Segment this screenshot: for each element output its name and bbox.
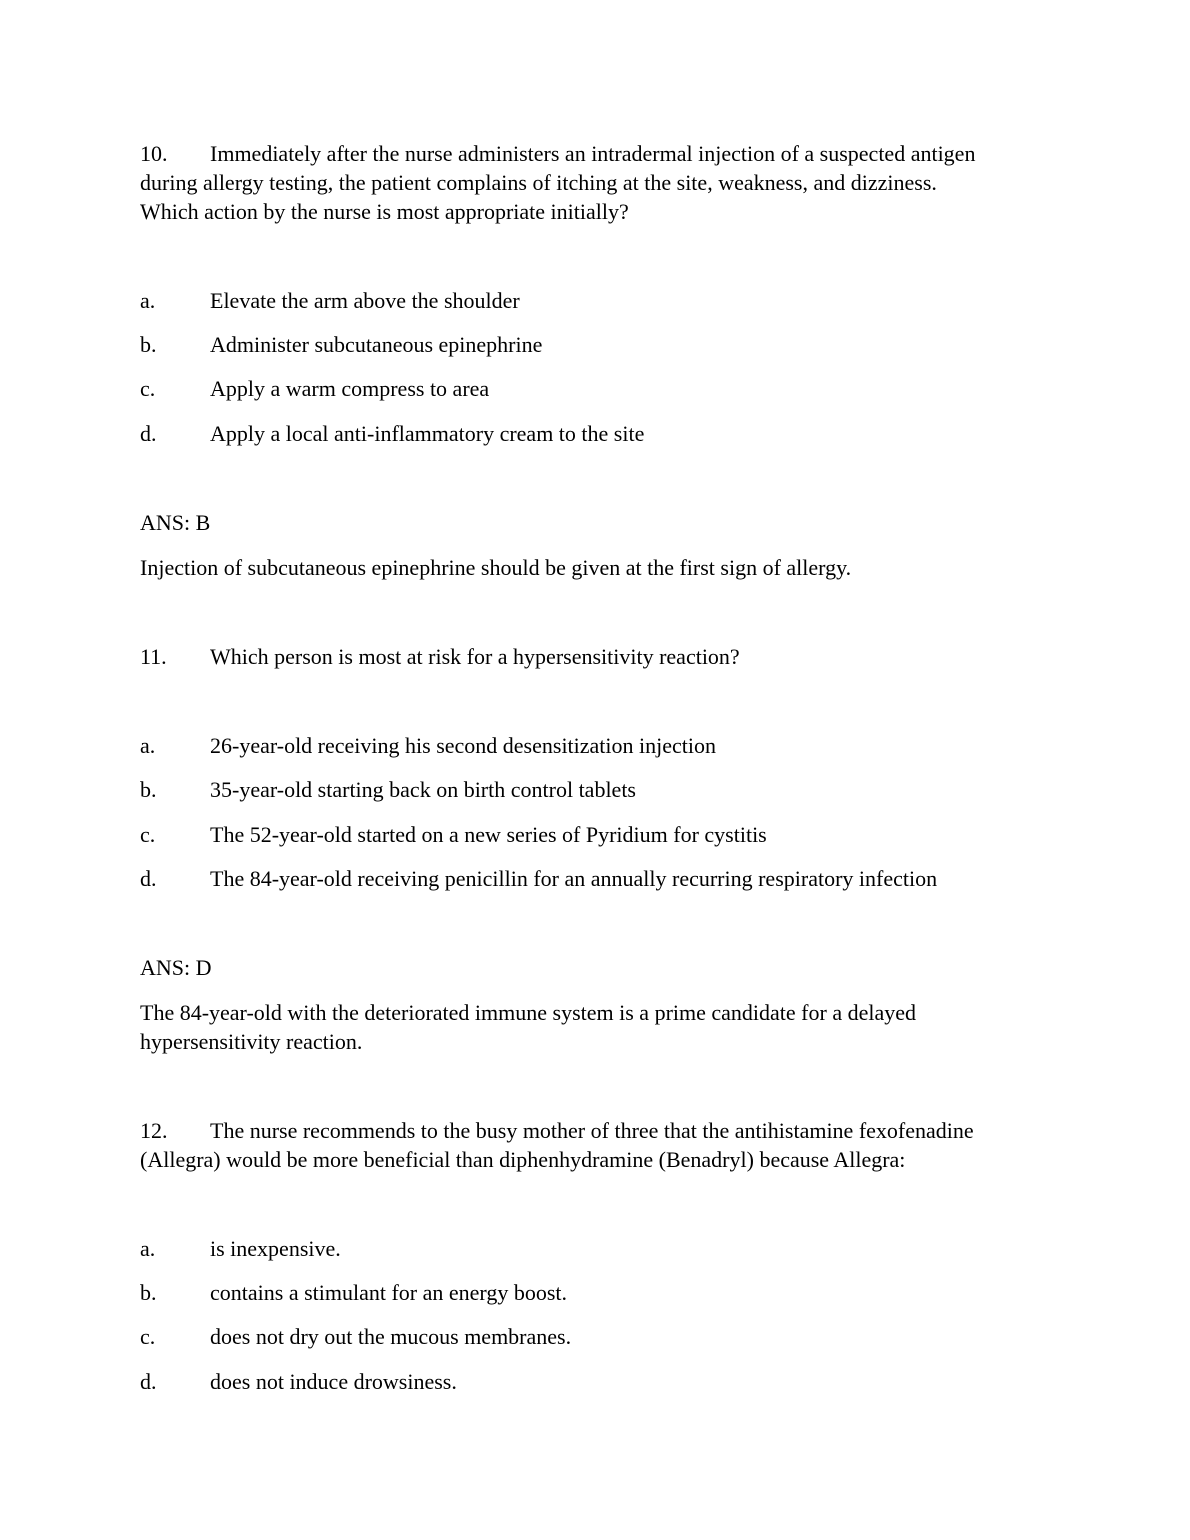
- option-letter: d.: [140, 421, 157, 446]
- question-11-stem-line-1: [140, 642, 740, 671]
- option-letter: b.: [140, 1280, 157, 1305]
- question-10-stem-line-2: during allergy testing, the patient complains of itching at the site, weakness, and dizziness.: [140, 170, 937, 195]
- question-10-option-a: [140, 286, 520, 315]
- question-10-rationale: Injection of subcutaneous epinephrine should be given at the first sign of allergy.: [140, 555, 852, 580]
- option-letter: d.: [140, 866, 157, 891]
- question-11-option-d: [140, 864, 937, 893]
- question-12-stem-line-1: [140, 1116, 974, 1145]
- question-stem-text: Which person is most at risk for a hypersensitivity reaction?: [210, 644, 740, 669]
- question-12-option-a: [140, 1234, 341, 1263]
- option-letter: c.: [140, 822, 156, 847]
- question-11-rationale-line-1: The 84-year-old with the deteriorated immune system is a prime candidate for a delayed: [140, 1000, 916, 1025]
- option-text: contains a stimulant for an energy boost.: [210, 1280, 568, 1305]
- option-text: The 52-year-old started on a new series of Pyridium for cystitis: [210, 822, 767, 847]
- option-text: Apply a warm compress to area: [210, 376, 490, 401]
- option-letter: d.: [140, 1369, 157, 1394]
- option-text: The 84-year-old receiving penicillin for an annually recurring respiratory infection: [210, 866, 938, 891]
- option-text: Administer subcutaneous epinephrine: [210, 332, 543, 357]
- question-10-option-c: [140, 374, 489, 403]
- question-number: 12.: [140, 1118, 168, 1143]
- question-12-option-b: [140, 1278, 567, 1307]
- question-10-option-b: [140, 330, 542, 359]
- question-11-option-a: [140, 731, 716, 760]
- question-10-answer: ANS: B: [140, 510, 211, 535]
- question-10-option-d: [140, 419, 644, 448]
- question-number: 11.: [140, 644, 167, 669]
- question-11-answer: ANS: D: [140, 955, 212, 980]
- option-text: Apply a local anti-inflammatory cream to the site: [210, 421, 645, 446]
- question-10-stem-line-1: [140, 139, 975, 168]
- option-text: does not dry out the mucous membranes.: [210, 1324, 572, 1349]
- question-number: 10.: [140, 141, 168, 166]
- option-letter: a.: [140, 288, 156, 313]
- option-text: 35-year-old starting back on birth control tablets: [210, 777, 636, 802]
- question-11-option-b: [140, 775, 636, 804]
- question-stem-text: Immediately after the nurse administers an intradermal injection of a suspected antigen: [210, 141, 976, 166]
- option-letter: b.: [140, 777, 157, 802]
- option-letter: c.: [140, 1324, 156, 1349]
- question-10-stem-line-3: Which action by the nurse is most appropriate initially?: [140, 199, 629, 224]
- question-11-option-c: [140, 820, 767, 849]
- question-12-option-d: [140, 1367, 457, 1396]
- question-stem-text: The nurse recommends to the busy mother of three that the antihistamine fexofenadine: [210, 1118, 974, 1143]
- option-letter: c.: [140, 376, 156, 401]
- option-letter: b.: [140, 332, 157, 357]
- option-text: does not induce drowsiness.: [210, 1369, 457, 1394]
- option-text: Elevate the arm above the shoulder: [210, 288, 520, 313]
- question-12-option-c: [140, 1322, 571, 1351]
- option-text: 26-year-old receiving his second desensitization injection: [210, 733, 717, 758]
- question-12-stem-line-2: (Allegra) would be more beneficial than diphenhydramine (Benadryl) because Allegra:: [140, 1147, 906, 1172]
- option-text: is inexpensive.: [210, 1236, 341, 1261]
- question-11-rationale-line-2: hypersensitivity reaction.: [140, 1029, 363, 1054]
- option-letter: a.: [140, 1236, 156, 1261]
- option-letter: a.: [140, 733, 156, 758]
